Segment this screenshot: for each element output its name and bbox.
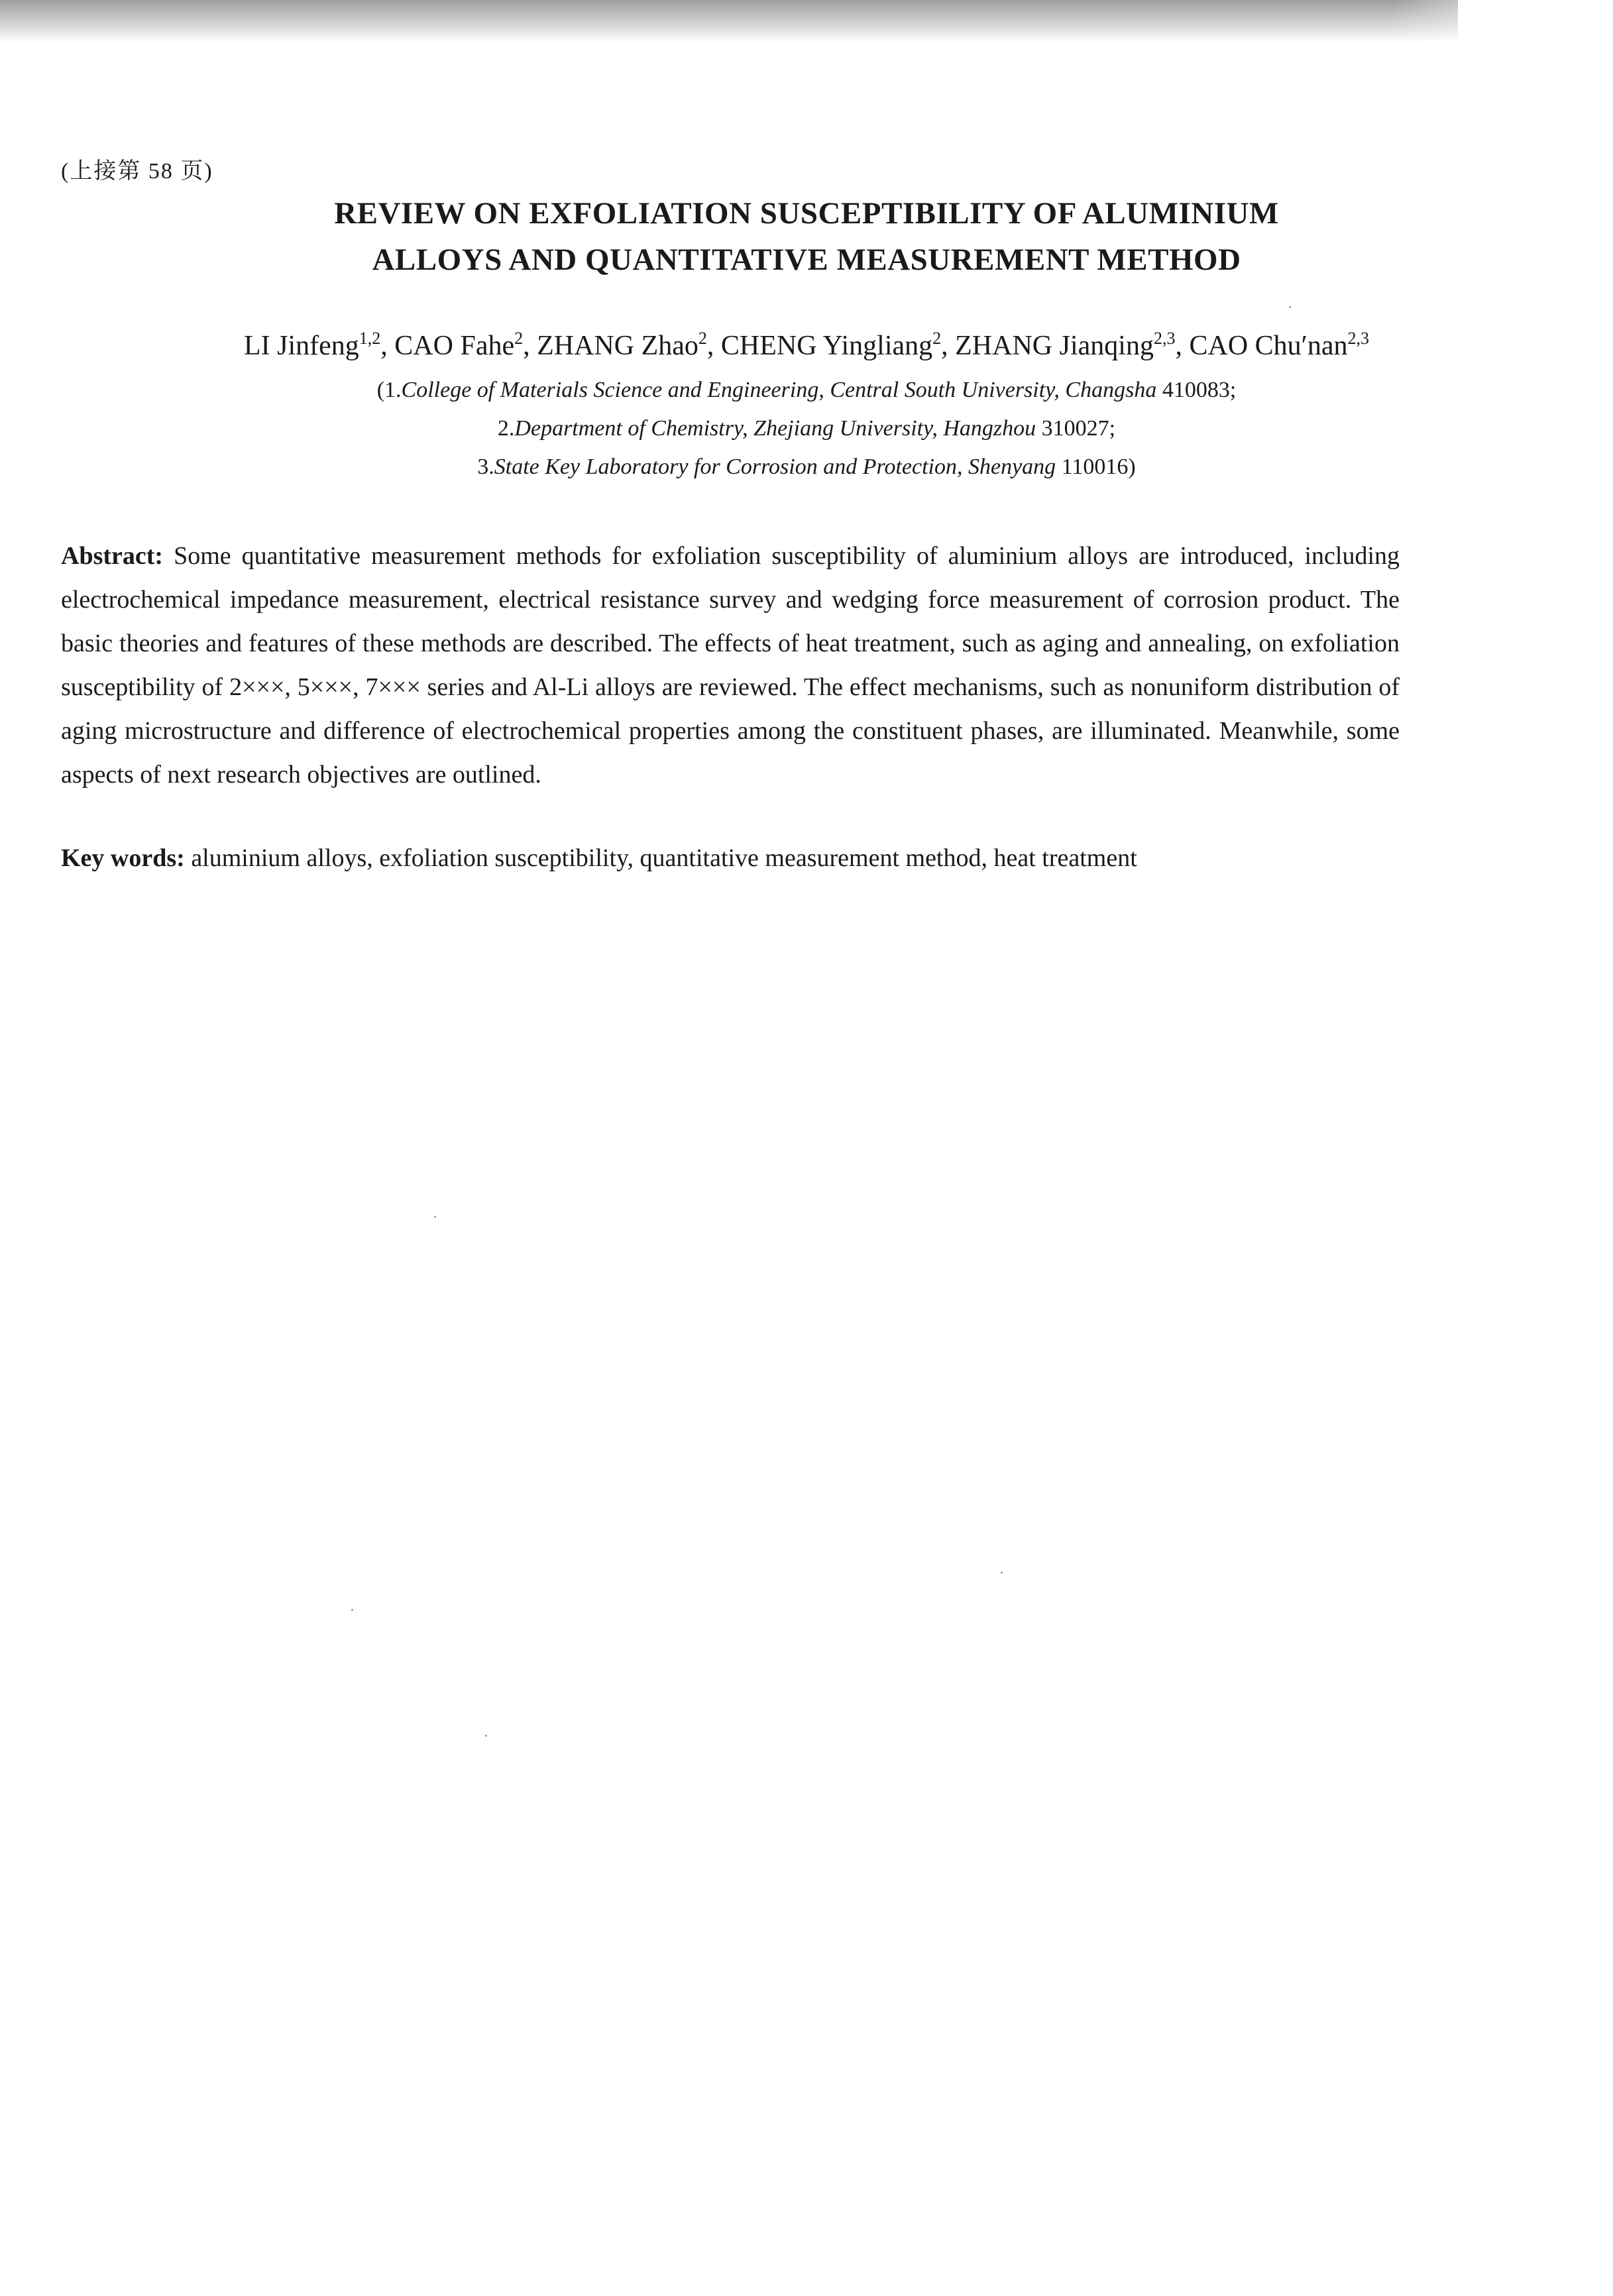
keywords-paragraph — [61, 836, 1453, 880]
author-separator: , — [380, 331, 395, 361]
author-separator: , — [706, 331, 721, 361]
abstract-label: Abstract: — [61, 542, 164, 570]
author-affiliation-mark: 2,3 — [1153, 329, 1176, 348]
scan-speck — [351, 1609, 353, 1611]
abstract-paragraph — [61, 534, 1400, 796]
author — [721, 331, 955, 361]
author-name: CAO Fahe — [394, 331, 515, 361]
continued-from-note: (上接第 58 页) — [61, 159, 213, 184]
author-affiliation-mark: 1,2 — [359, 329, 381, 348]
author-name: ZHANG Zhao — [537, 331, 698, 361]
scan-speck — [434, 1216, 436, 1218]
author-name: ZHANG Jianqing — [955, 331, 1154, 361]
affiliation-prefix: 3. — [477, 455, 494, 479]
affiliation-postcode: 410083; — [1156, 378, 1237, 402]
author-affiliation-mark: 2 — [698, 329, 707, 348]
author-separator: , — [1175, 331, 1190, 361]
scan-shadow-top — [0, 0, 1458, 42]
affiliation-institution: State Key Laboratory for Corrosion and Protection, Shenyang — [494, 455, 1056, 479]
author-name: LI Jinfeng — [243, 331, 359, 361]
affiliation-3 — [0, 452, 1613, 482]
author-name: CAO Chu′nan — [1189, 331, 1348, 361]
author-separator: , — [523, 331, 537, 361]
abstract-text: Some quantitative measurement methods for exfoliation susceptibility of aluminium alloys are introduced, including electrochemical impedance measurement, electrical resistance survey and wedging force measurement of corrosion product. The basic theories and features of these methods are described. The effects of heat treatment, such as aging and annealing, on exfoliation susceptibility of 2×××, 5×××, 7××× series and Al-Li alloys are reviewed. The effect mechanisms, such as nonuniform distribution of aging microstructure and difference of electrochemical properties among the constituent phases, are illuminated. Meanwhile, some aspects of next research objectives are outlined. — [61, 542, 1400, 789]
affiliation-postcode: 310027; — [1036, 416, 1116, 441]
author — [394, 331, 537, 361]
affiliation-institution: College of Materials Science and Engineering, Central South University, Changsha — [401, 378, 1157, 402]
paper-title-line-2: ALLOYS AND QUANTITATIVE MEASUREMENT METHOD — [372, 243, 1241, 277]
scan-speck — [1001, 1572, 1003, 1574]
keywords-text: aluminium alloys, exfoliation susceptibility, quantitative measurement method, heat treatment — [191, 844, 1137, 872]
author-affiliation-mark: 2 — [932, 329, 942, 348]
affiliation-prefix: 2. — [497, 416, 515, 441]
affiliation-institution: Department of Chemistry, Zhejiang University, Hangzhou — [514, 416, 1036, 441]
affiliation-postcode: 110016) — [1056, 455, 1136, 479]
affiliation-1 — [0, 375, 1613, 406]
scan-speck — [1289, 306, 1291, 308]
author-affiliation-mark: 2 — [514, 329, 524, 348]
author — [537, 331, 721, 361]
author — [244, 331, 394, 361]
author-separator: , — [941, 331, 956, 361]
affiliation-prefix: (1. — [376, 378, 402, 402]
author-affiliation-mark: 2,3 — [1347, 329, 1369, 348]
paper-title-line-1: REVIEW ON EXFOLIATION SUSCEPTIBILITY OF ALUMINIUM — [334, 196, 1279, 231]
author — [1189, 331, 1369, 361]
author — [955, 331, 1189, 361]
author-list — [0, 327, 1613, 364]
author-name: CHENG Yingliang — [720, 331, 933, 361]
scan-shadow-fade — [1392, 0, 1613, 42]
scan-speck — [485, 1735, 487, 1737]
affiliation-2 — [0, 413, 1613, 444]
keywords-label: Key words: — [61, 844, 185, 872]
